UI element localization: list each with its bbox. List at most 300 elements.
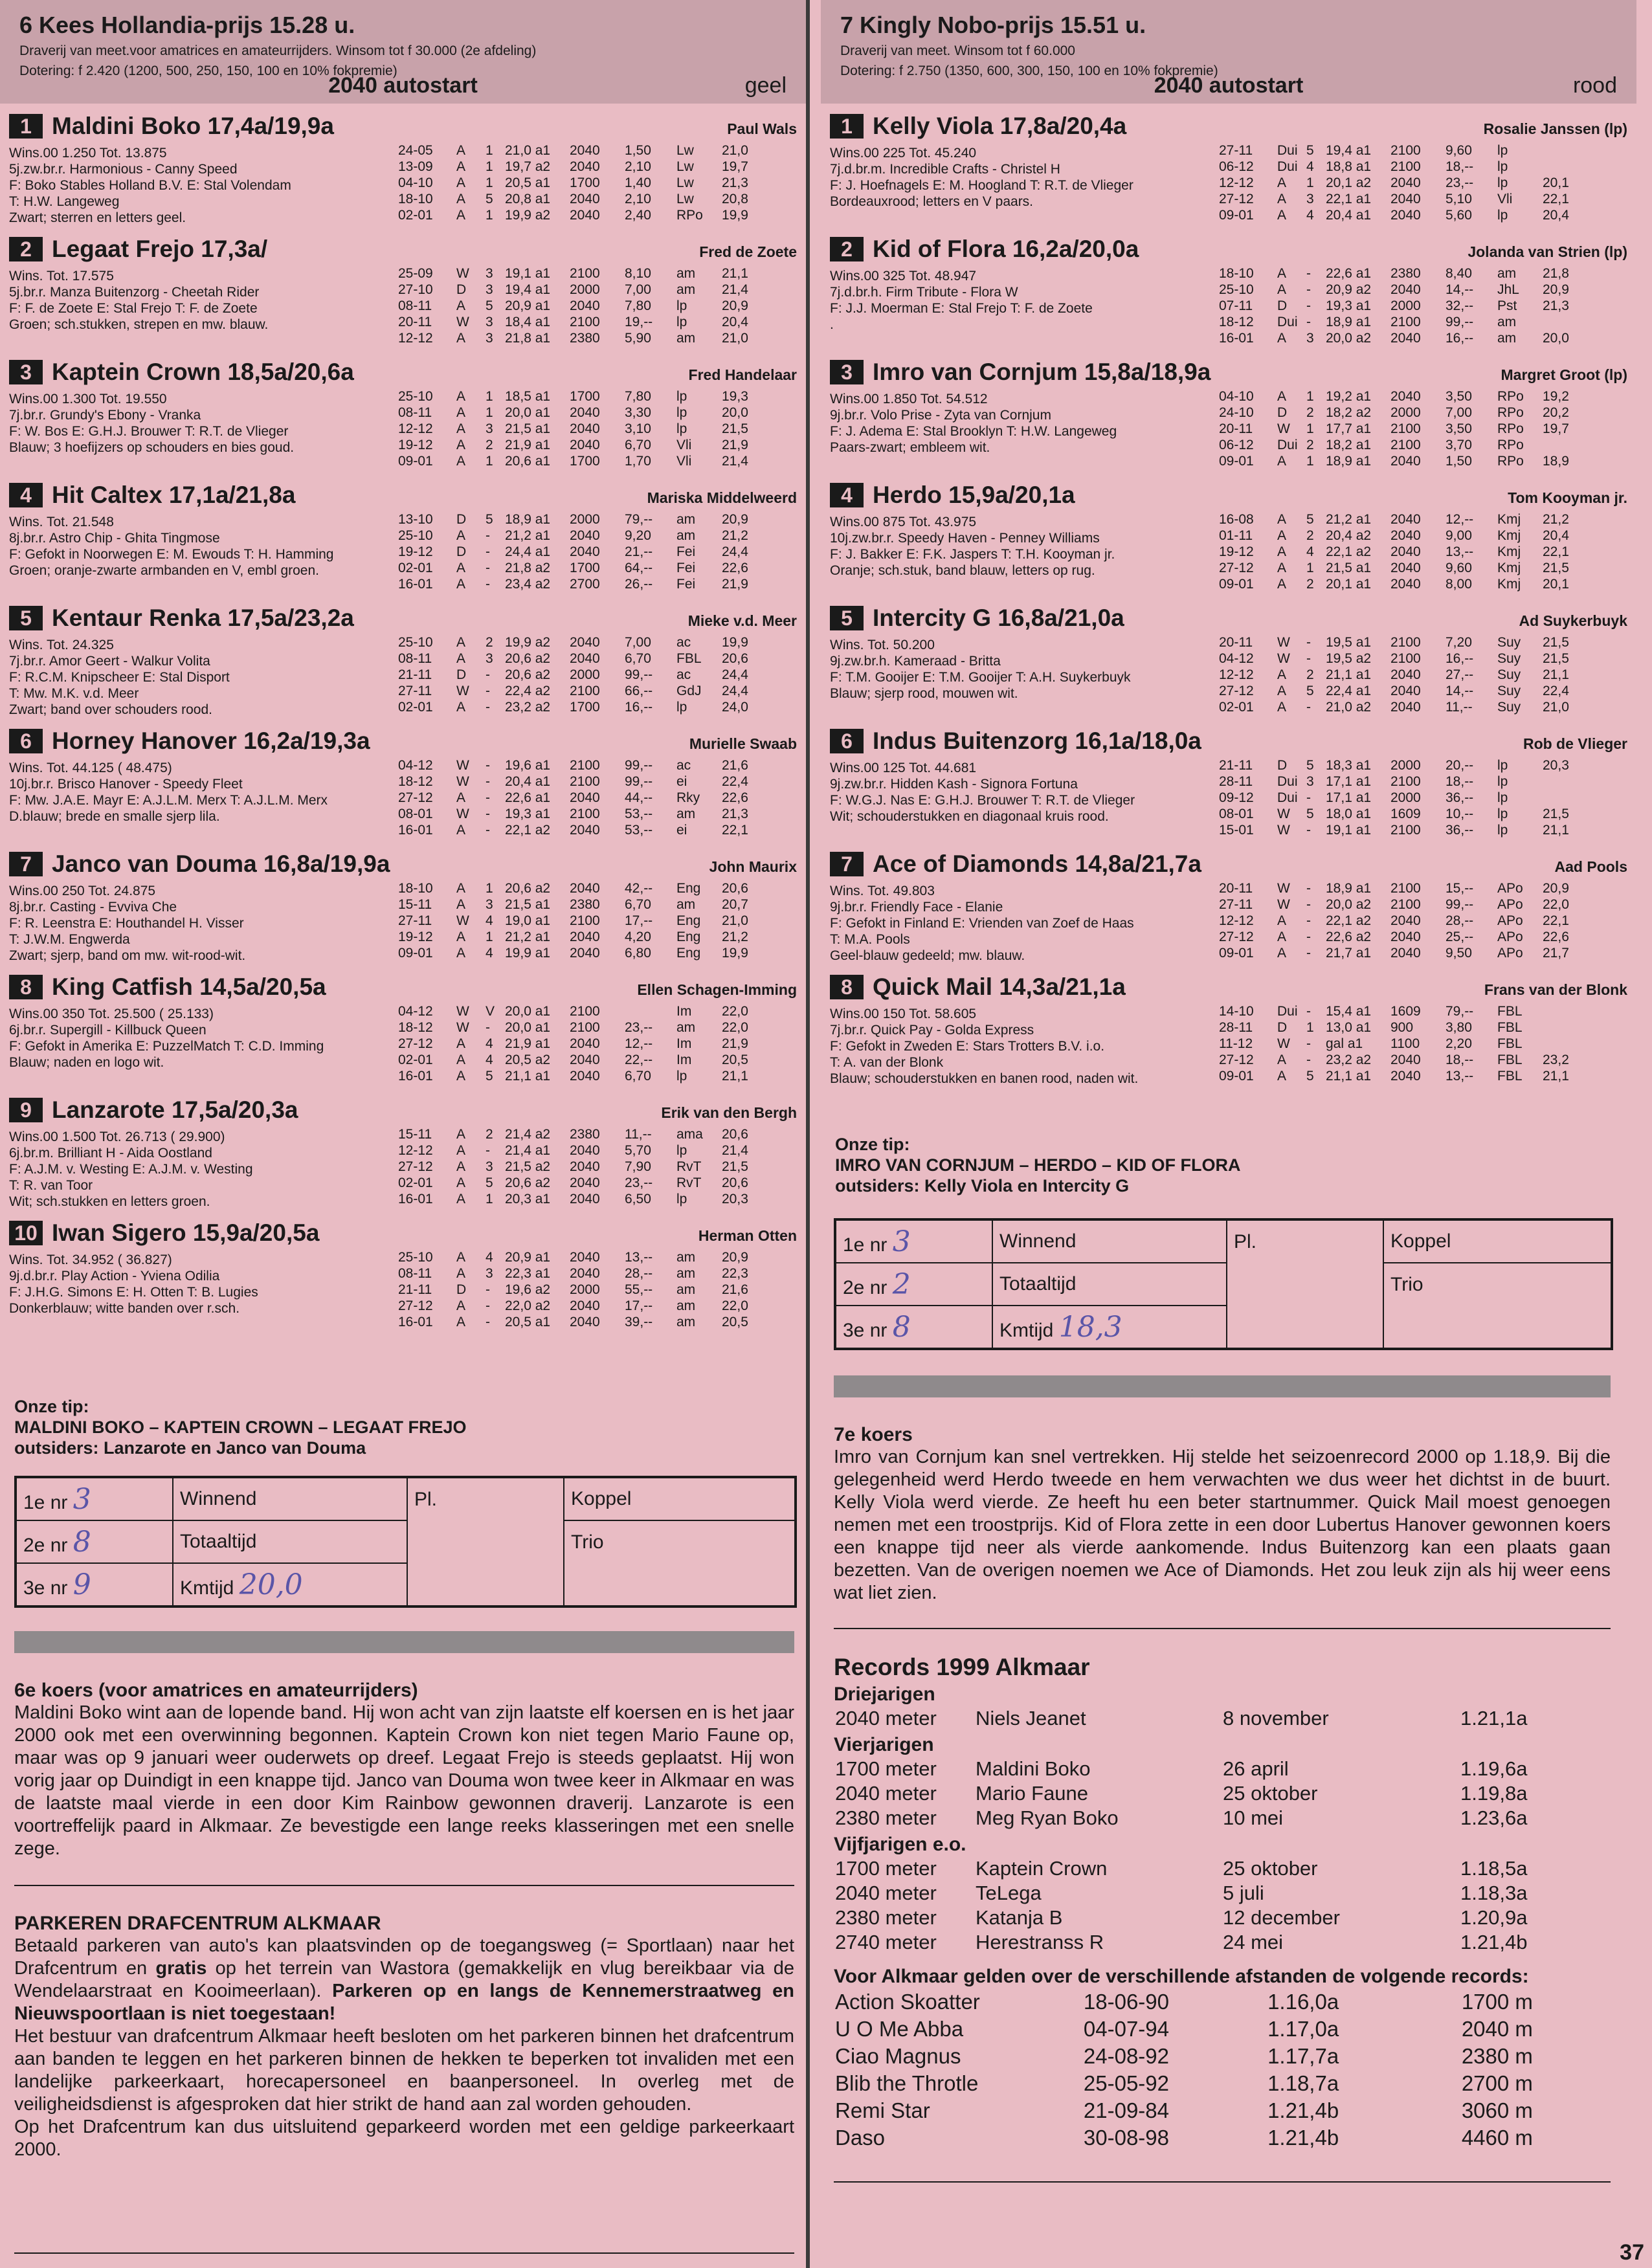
- result-cell: Dui: [1277, 143, 1298, 158]
- result-cell: 53,--: [625, 823, 653, 838]
- result-cell: 12-12: [1219, 913, 1254, 928]
- result-cell: A: [456, 175, 466, 190]
- horse-entry: [821, 964, 1636, 1087]
- result-cell: Eng: [676, 946, 701, 961]
- result-cell: lp: [676, 298, 687, 313]
- horse-driver: Fred Handelaar: [688, 366, 797, 383]
- result-cell: 09-01: [1219, 1069, 1254, 1084]
- result-cell: A: [1277, 512, 1287, 527]
- result-row: [398, 142, 774, 159]
- horse-info-line: 7j.d.br.m. Incredible Crafts - Christel H: [830, 162, 1060, 177]
- race-header: [821, 0, 1636, 104]
- article-title: 6e koers (voor amatrices en amateurrijders): [14, 1680, 418, 1701]
- records-cell: Herestranss R: [976, 1931, 1104, 1953]
- result-cell: -: [486, 544, 490, 559]
- result-cell: am: [676, 1298, 696, 1313]
- result-cell: W: [1277, 1036, 1290, 1051]
- parking-p3: Op het Drafcentrum kan dus uitsluitend geparkeerd worden met een geldige parkeerkaart 2000.: [14, 2117, 794, 2160]
- result-cell: 04-10: [1219, 389, 1254, 404]
- horse-driver: Fred de Zoete: [699, 243, 797, 260]
- result-cell: 27-12: [398, 1298, 433, 1313]
- result-cell: Dui: [1277, 790, 1298, 805]
- result-row: [398, 806, 774, 822]
- result-row: [1219, 175, 1594, 191]
- result-cell: 2100: [570, 1004, 600, 1019]
- result-cell: A: [456, 946, 466, 961]
- result-cell: 27-11: [1219, 143, 1253, 158]
- horse-info-line: Wins.00 150 Tot. 58.605: [830, 1006, 977, 1021]
- result-cell: D: [1277, 298, 1288, 313]
- result-cell: am: [1497, 266, 1517, 281]
- result-cell: A: [456, 1052, 466, 1067]
- result-cell: 19-12: [398, 544, 433, 559]
- result-cell: Suy: [1497, 651, 1521, 666]
- result-cell: lp: [676, 405, 687, 420]
- result-cell: 21,2: [722, 528, 748, 543]
- result-cell: 20,6 a1: [505, 454, 551, 469]
- result-cell: 7,80: [625, 298, 651, 313]
- result-cell: JhL: [1497, 282, 1519, 297]
- result-cell: D: [1277, 405, 1288, 420]
- result-row: [1219, 421, 1594, 437]
- result-cell: 27-11: [398, 913, 432, 928]
- race-subtitle: Draverij van meet. Winsom tot f 60.000: [840, 43, 1075, 58]
- records-group-table: [834, 1756, 1591, 1831]
- result-cell: lp: [676, 389, 687, 404]
- result-row: [398, 699, 774, 715]
- result-cell: FBL: [1497, 1069, 1523, 1084]
- result-cell: 2040: [1390, 913, 1421, 928]
- horse-info-line: 6j.br.m. Brilliant H - Aida Oostland: [9, 1146, 212, 1161]
- result-row: [1219, 757, 1594, 773]
- result-cell: 2380: [570, 897, 600, 912]
- result-cell: A: [456, 1127, 466, 1142]
- result-cell: 20,5: [722, 1052, 748, 1067]
- result-cell: 2040: [570, 1315, 600, 1329]
- result-cell: Suy: [1497, 700, 1521, 715]
- result-cell: A: [456, 823, 466, 838]
- horse-number: 2: [9, 237, 43, 261]
- result-cell: 19-12: [1219, 544, 1254, 559]
- result-cell: A: [456, 159, 466, 174]
- horse-results: [398, 634, 774, 715]
- result-cell: 2040: [570, 1298, 600, 1313]
- result-cell: 2000: [570, 512, 600, 527]
- grid-handwritten-km: 18,3: [1058, 1310, 1122, 1344]
- result-cell: [1543, 773, 1594, 790]
- result-cell: -: [486, 667, 490, 682]
- result-cell: [1543, 790, 1594, 806]
- result-cell: 42,--: [625, 881, 653, 896]
- rule-line-bottom: [14, 2252, 794, 2254]
- grid-handwritten-2: 8: [73, 1525, 91, 1559]
- result-cell: 25-10: [398, 635, 433, 650]
- result-cell: -: [486, 528, 490, 543]
- records-cell: 26 april: [1223, 1757, 1289, 1780]
- tip-outsiders: outsiders: Kelly Viola en Intercity G: [835, 1176, 1130, 1195]
- horse-entry: [0, 964, 806, 1087]
- result-cell: 18-12: [1219, 315, 1254, 329]
- result-cell: 21,5 a1: [505, 421, 551, 436]
- result-cell: A: [456, 577, 466, 592]
- result-cell: 08-11: [398, 298, 432, 313]
- result-cell: 21-11: [1219, 758, 1253, 773]
- grid-r1: 1e nr: [843, 1234, 887, 1256]
- result-cell: 2040: [570, 881, 600, 896]
- result-cell: A: [456, 298, 466, 313]
- result-cell: 02-01: [1219, 700, 1254, 715]
- horse-results: [398, 1249, 774, 1330]
- result-cell: 2: [1306, 405, 1314, 420]
- result-cell: 18,--: [1446, 774, 1474, 789]
- result-cell: am: [676, 1250, 696, 1265]
- result-cell: 20,4 a1: [1326, 208, 1372, 223]
- horse-name: Maldini Boko 17,4a/19,9a: [52, 113, 334, 139]
- horse-info-line: Wins. Tot. 49.803: [830, 884, 935, 898]
- records-cell: 1.19,8a: [1460, 1782, 1528, 1805]
- result-cell: 16-01: [398, 823, 433, 838]
- horse-info-line: T: A. van der Blonk: [830, 1055, 944, 1070]
- result-cell: 4: [486, 1036, 493, 1051]
- horse-info-line: Wins.00 225 Tot. 45.240: [830, 146, 977, 161]
- result-row: [398, 437, 774, 453]
- result-cell: 2040: [1390, 208, 1421, 223]
- result-cell: 21,1: [1543, 667, 1569, 682]
- result-cell: 20,9: [1543, 282, 1569, 297]
- result-cell: 7,00: [625, 635, 651, 650]
- result-cell: 21,6: [722, 758, 748, 773]
- horse-number: 5: [9, 606, 43, 630]
- result-row: [398, 667, 774, 683]
- result-cell: 1: [486, 881, 493, 896]
- horse-number: 8: [830, 975, 864, 999]
- result-cell: -: [1306, 266, 1311, 281]
- result-row: [1219, 880, 1594, 896]
- result-cell: 18,--: [1446, 159, 1474, 174]
- result-cell: 27-11: [398, 684, 432, 698]
- horse-info-line: 10j.br.r. Brisco Hanover - Speedy Fleet: [9, 777, 243, 792]
- result-row: [1219, 330, 1594, 346]
- result-cell: W: [456, 1020, 469, 1035]
- result-cell: 2380: [570, 1127, 600, 1142]
- alltime-cell: 3060 m: [1461, 2098, 1533, 2122]
- result-cell: A: [456, 1069, 466, 1084]
- page-number: 37: [1620, 2240, 1644, 2265]
- result-cell: 2040: [570, 208, 600, 223]
- result-cell: 7,80: [625, 389, 651, 404]
- result-cell: A: [1277, 454, 1287, 469]
- result-row: [398, 298, 774, 314]
- result-cell: Vli: [1497, 192, 1513, 206]
- alltime-cell: 18-06-90: [1083, 1990, 1169, 2014]
- result-cell: 5: [1306, 143, 1314, 158]
- result-cell: 7,20: [1446, 635, 1472, 650]
- result-cell: 3,80: [1446, 1020, 1472, 1035]
- result-cell: 25-10: [398, 389, 433, 404]
- result-cell: 2040: [1390, 946, 1421, 961]
- result-cell: 20-11: [1219, 635, 1253, 650]
- result-cell: FBL: [1497, 1052, 1523, 1067]
- result-cell: am: [676, 806, 696, 821]
- result-cell: 2040: [570, 1192, 600, 1206]
- result-cell: 19,3 a1: [1326, 298, 1372, 313]
- result-cell: A: [456, 897, 466, 912]
- result-cell: 20,4: [722, 315, 748, 329]
- result-cell: 1: [486, 143, 493, 158]
- result-cell: 20,0 a2: [1326, 331, 1372, 346]
- result-cell: lp: [1497, 823, 1508, 838]
- result-cell: am: [676, 897, 696, 912]
- result-cell: 20,6: [722, 1175, 748, 1190]
- result-cell: 08-01: [398, 806, 433, 821]
- horse-info-line: Wins.00 1.300 Tot. 19.550: [9, 392, 167, 406]
- result-cell: 1: [486, 405, 493, 420]
- result-cell: 23,--: [625, 1020, 653, 1035]
- result-cell: 20,0: [1543, 331, 1569, 346]
- alltime-cell: 04-07-94: [1083, 2017, 1169, 2041]
- result-cell: 21,0 a1: [505, 143, 551, 158]
- records-group: [834, 1834, 1611, 1955]
- result-cell: APo: [1497, 913, 1523, 928]
- result-cell: 6,70: [625, 897, 651, 912]
- result-cell: 2040: [570, 823, 600, 838]
- parking-p1d: Parkeren op en langs de Kennemerstraatweg en Nieuwspoortlaan is niet toegestaan!: [14, 1981, 794, 2024]
- records-cell: 2740 meter: [835, 1931, 937, 1953]
- result-cell: 21,1 a1: [1326, 1069, 1372, 1084]
- race-color: geel: [744, 73, 787, 98]
- result-cell: 12,--: [1446, 512, 1474, 527]
- result-cell: 9,00: [1446, 528, 1472, 543]
- result-cell: 79,--: [1446, 1004, 1474, 1019]
- result-cell: Dui: [1277, 774, 1298, 789]
- result-cell: 19,3 a1: [505, 806, 551, 821]
- result-cell: 21,0 a2: [1326, 700, 1372, 715]
- race-color: rood: [1572, 73, 1617, 98]
- tip-block: [821, 1126, 1255, 1204]
- result-cell: 1: [486, 175, 493, 190]
- result-cell: lp: [1497, 143, 1508, 158]
- records-groups: [834, 1684, 1611, 1955]
- result-row: [1219, 388, 1594, 405]
- result-row: [398, 191, 774, 207]
- result-cell: 20,0 a1: [505, 1020, 551, 1035]
- horse-info-line: 9j.d.br.r. Play Action - Yviena Odilia: [9, 1269, 220, 1284]
- result-row: [1219, 191, 1594, 207]
- result-cell: 32,--: [1446, 298, 1474, 313]
- result-cell: 19,9: [722, 635, 748, 650]
- result-cell: 2040: [570, 1036, 600, 1051]
- result-cell: 19,4 a1: [505, 282, 551, 297]
- result-cell: 20-11: [398, 315, 432, 329]
- result-cell: -: [486, 561, 490, 575]
- records-row: [835, 1857, 1590, 1880]
- horse-info-line: Blauw; 3 hoefijzers op schouders en bies goud.: [9, 440, 295, 455]
- horse-info-line: Wins.00 1.250 Tot. 13.875: [9, 146, 167, 161]
- result-cell: 27-12: [1219, 684, 1254, 698]
- result-cell: 24,4: [722, 684, 748, 698]
- parking-title: PARKEREN DRAFCENTRUM ALKMAAR: [14, 1913, 381, 1934]
- result-cell: 20,6: [722, 1127, 748, 1142]
- result-row: [398, 576, 774, 592]
- result-cell: 4: [1306, 208, 1314, 223]
- grid-trio: Trio: [1383, 1263, 1611, 1348]
- horse-results: [1219, 265, 1594, 346]
- result-cell: 20,0 a1: [505, 405, 551, 420]
- result-cell: 18,8 a1: [1326, 159, 1372, 174]
- result-cell: 21,2: [722, 929, 748, 944]
- result-cell: lp: [1497, 790, 1508, 805]
- result-cell: 12-12: [1219, 175, 1254, 190]
- result-cell: am: [676, 1266, 696, 1281]
- horse-info-line: Wins. Tot. 21.548: [9, 515, 114, 529]
- result-cell: 19,6 a2: [505, 1282, 551, 1297]
- result-cell: 2040: [1390, 577, 1421, 592]
- tip-block: [0, 1388, 481, 1466]
- result-cell: 20,0: [722, 405, 748, 420]
- alltime-title: Voor Alkmaar gelden over de verschillende afstanden de volgende records:: [834, 1966, 1529, 1987]
- alltime-cell: U O Me Abba: [835, 2017, 964, 2041]
- horse-info-line: F: J. Hoefnagels E: M. Hoogland T: R.T. de Vlieger: [830, 178, 1133, 193]
- result-cell: 21,1: [1543, 823, 1569, 838]
- horse-name: Imro van Cornjum 15,8a/18,9a: [873, 359, 1211, 385]
- result-row: [398, 634, 774, 650]
- result-row: [1219, 790, 1594, 806]
- result-row: [1219, 1068, 1594, 1084]
- result-cell: 2100: [1390, 897, 1421, 912]
- result-row: [1219, 650, 1594, 667]
- result-cell: 2: [1306, 667, 1314, 682]
- result-cell: 20,5: [722, 1315, 748, 1329]
- result-cell: 19,7: [722, 159, 748, 174]
- result-cell: 04-12: [1219, 651, 1254, 666]
- result-cell: 16,--: [1446, 331, 1474, 346]
- right-column: [821, 0, 1636, 2150]
- result-cell: 2040: [570, 421, 600, 436]
- result-row: [398, 528, 774, 544]
- horse-info-line: T: Mw. M.K. v.d. Meer: [9, 686, 139, 701]
- result-cell: D: [456, 544, 467, 559]
- result-cell: Dui: [1277, 315, 1298, 329]
- result-cell: 2,20: [1446, 1036, 1472, 1051]
- records-group-title: Driejarigen: [834, 1684, 935, 1705]
- result-cell: A: [1277, 528, 1287, 543]
- result-cell: 2100: [1390, 635, 1421, 650]
- result-cell: 1700: [570, 175, 600, 190]
- result-cell: 21,9 a1: [505, 438, 551, 452]
- result-cell: W: [456, 1004, 469, 1019]
- bet-grid: [834, 1218, 1613, 1350]
- result-cell: 1700: [570, 700, 600, 715]
- result-cell: -: [1306, 315, 1311, 329]
- result-cell: 27-12: [1219, 929, 1254, 944]
- records-row: [835, 1757, 1590, 1781]
- records-cell: 1700 meter: [835, 1757, 937, 1780]
- result-cell: -: [486, 1298, 490, 1313]
- result-row: [398, 1068, 774, 1084]
- records-row: [835, 1931, 1590, 1954]
- result-cell: 1609: [1390, 806, 1421, 821]
- result-row: [1219, 913, 1594, 929]
- result-cell: 2040: [570, 1266, 600, 1281]
- result-cell: 20,1 a2: [1326, 175, 1372, 190]
- result-cell: A: [1277, 331, 1287, 346]
- records-cell: Niels Jeanet: [976, 1707, 1086, 1729]
- grid-handwritten-3: 8: [892, 1310, 911, 1344]
- horse-info-line: Wins. Tot. 34.952 ( 36.827): [9, 1252, 172, 1267]
- result-cell: 21,5: [722, 1159, 748, 1174]
- result-row: [398, 757, 774, 773]
- grid-r3: 3e nr: [843, 1319, 887, 1341]
- result-cell: D: [456, 1282, 467, 1297]
- records-group: [834, 1734, 1611, 1831]
- race-header: [0, 0, 806, 104]
- result-cell: 5: [1306, 1069, 1314, 1084]
- result-cell: 12-12: [1219, 667, 1254, 682]
- horse-entry: [0, 718, 806, 841]
- result-cell: 7,00: [1446, 405, 1472, 420]
- result-cell: 2040: [1390, 192, 1421, 206]
- result-cell: 22,0: [722, 1298, 748, 1313]
- horse-info-line: Wins. Tot. 24.325: [9, 638, 114, 652]
- result-cell: 2,40: [625, 208, 651, 223]
- result-cell: RPo: [1497, 405, 1524, 420]
- result-cell: 20,1 a1: [1326, 577, 1372, 592]
- result-cell: 20-11: [1219, 421, 1253, 436]
- result-cell: 2040: [1390, 1069, 1421, 1084]
- horse-list: [821, 104, 1636, 1087]
- result-cell: Kmj: [1497, 528, 1521, 543]
- horse-results: [398, 1003, 774, 1084]
- result-cell: 09-01: [1219, 208, 1254, 223]
- result-cell: 21,1: [1543, 1069, 1569, 1084]
- result-cell: 2040: [570, 1052, 600, 1067]
- result-cell: 21,3: [1543, 298, 1569, 313]
- horse-number: 10: [9, 1221, 43, 1245]
- result-cell: W: [1277, 881, 1290, 896]
- result-cell: 20,5 a2: [505, 1052, 551, 1067]
- result-cell: ac: [676, 635, 691, 650]
- result-cell: 21,8: [1543, 266, 1569, 281]
- result-cell: APo: [1497, 946, 1523, 961]
- result-cell: 19,3: [722, 389, 748, 404]
- result-cell: 1100: [1390, 1036, 1420, 1051]
- result-cell: 2040: [1390, 331, 1421, 346]
- horse-driver: Rosalie Janssen (lp): [1483, 120, 1627, 137]
- records-cell: Kaptein Crown: [976, 1857, 1108, 1880]
- result-cell: Kmj: [1497, 512, 1521, 527]
- result-cell: 20,5 a1: [505, 1315, 551, 1329]
- horse-number: 6: [830, 729, 864, 753]
- result-cell: 15,4 a1: [1326, 1004, 1372, 1019]
- result-cell: A: [456, 454, 466, 469]
- result-cell: 24,0: [722, 700, 748, 715]
- result-cell: -: [486, 1315, 490, 1329]
- result-cell: 2040: [570, 1069, 600, 1084]
- result-cell: 15-11: [398, 1127, 432, 1142]
- result-row: [1219, 576, 1594, 592]
- result-cell: 22,6: [1543, 929, 1569, 944]
- result-cell: 17,1 a1: [1326, 774, 1372, 789]
- result-cell: W: [1277, 635, 1290, 650]
- grid-r3: 3e nr: [23, 1577, 68, 1599]
- article: [14, 1680, 794, 1860]
- result-cell: 20,6 a2: [505, 881, 551, 896]
- result-cell: am: [676, 266, 696, 281]
- result-row: [398, 896, 774, 913]
- horse-driver: John Maurix: [709, 858, 797, 875]
- result-cell: -: [1306, 897, 1311, 912]
- result-cell: Im: [676, 1052, 692, 1067]
